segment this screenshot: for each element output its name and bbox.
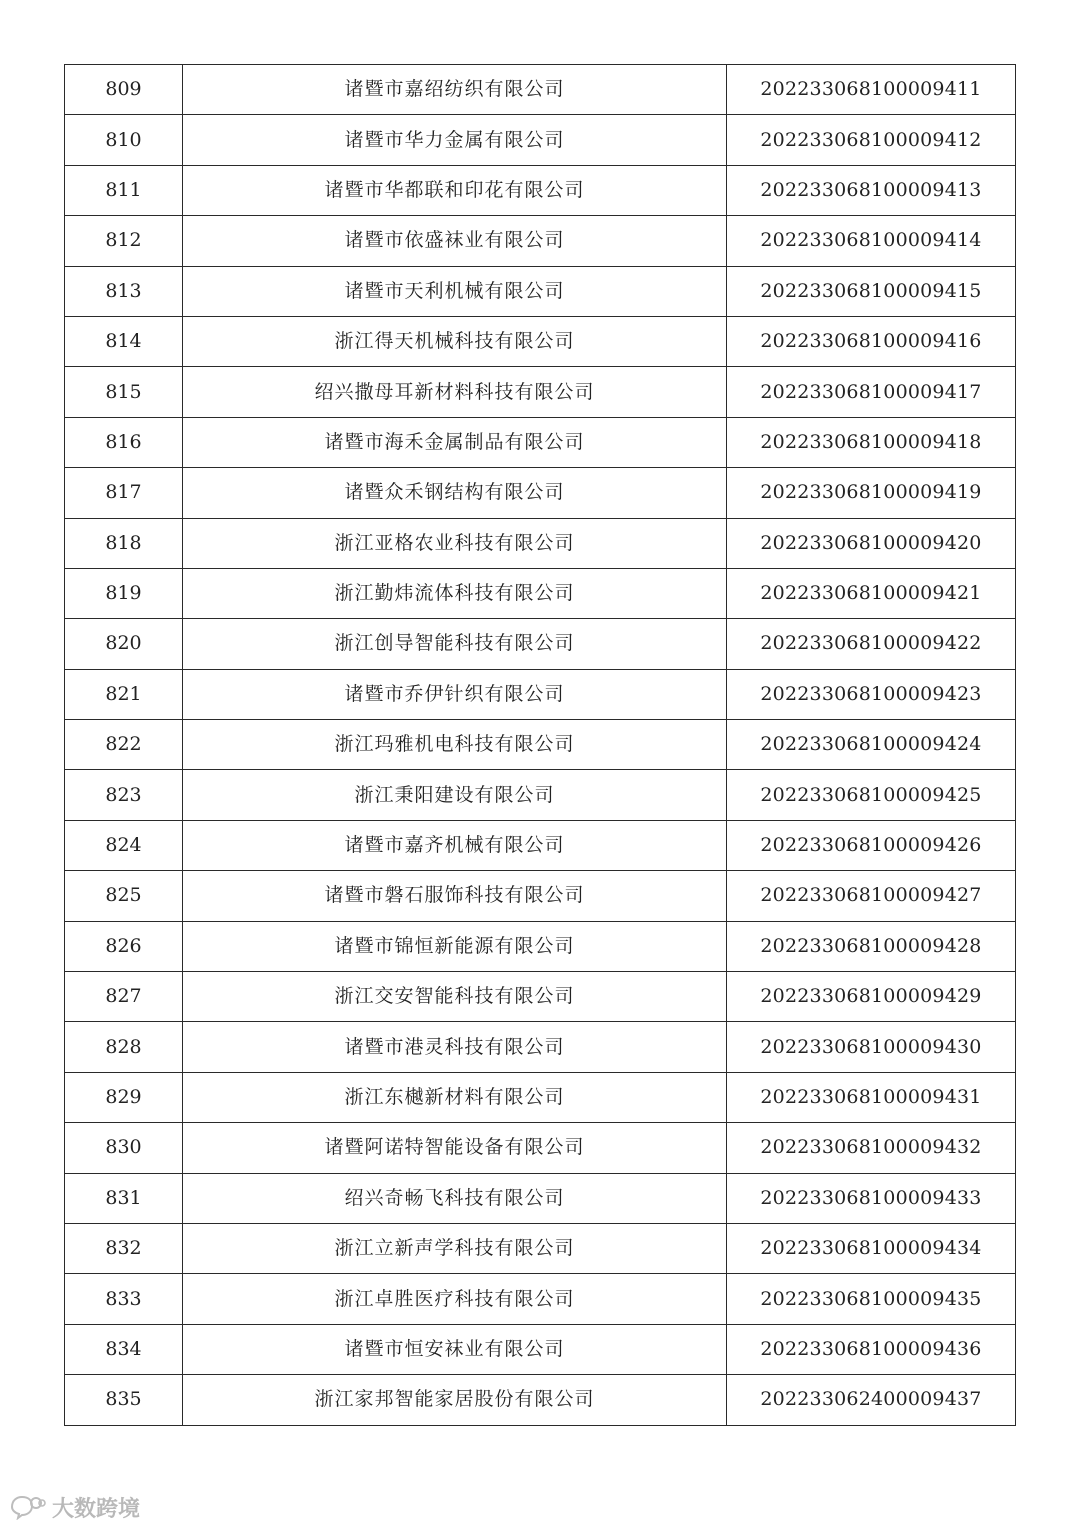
row-index-cell: 811 [65,165,183,215]
company-roster-table [64,64,1016,1426]
table-row [65,1123,1016,1173]
company-name-cell: 浙江家邦智能家居股份有限公司 [183,1375,727,1425]
registration-code-cell: 202233068100009428 [727,921,1016,971]
row-index-cell: 831 [65,1173,183,1223]
company-name-cell: 诸暨市天利机械有限公司 [183,266,727,316]
registration-code-cell: 202233062400009437 [727,1375,1016,1425]
company-name-cell: 诸暨众禾钢结构有限公司 [183,468,727,518]
company-name-cell: 浙江勤炜流体科技有限公司 [183,568,727,618]
table-row [65,669,1016,719]
row-index-cell: 830 [65,1123,183,1173]
row-index-cell: 809 [65,65,183,115]
company-name-cell: 诸暨市恒安袜业有限公司 [183,1324,727,1374]
row-index-cell: 813 [65,266,183,316]
table-row [65,1022,1016,1072]
table-row [65,367,1016,417]
company-name-cell: 浙江卓胜医疗科技有限公司 [183,1274,727,1324]
company-name-cell: 浙江东樾新材料有限公司 [183,1072,727,1122]
table-row [65,1223,1016,1273]
company-name-cell: 绍兴撒母耳新材料科技有限公司 [183,367,727,417]
registration-code-cell: 202233068100009418 [727,417,1016,467]
registration-code-cell: 202233068100009413 [727,165,1016,215]
table-row [65,65,1016,115]
watermark [8,1492,140,1522]
table-row [65,115,1016,165]
registration-code-cell: 202233068100009419 [727,468,1016,518]
registration-code-cell: 202233068100009429 [727,972,1016,1022]
roster-body [65,65,1016,1426]
table-row [65,1375,1016,1425]
table-row [65,871,1016,921]
row-index-cell: 835 [65,1375,183,1425]
registration-code-cell: 202233068100009417 [727,367,1016,417]
table-row [65,972,1016,1022]
company-name-cell: 诸暨市华力金属有限公司 [183,115,727,165]
table-row [65,1274,1016,1324]
company-name-cell: 诸暨市嘉绍纺织有限公司 [183,65,727,115]
company-name-cell: 浙江创导智能科技有限公司 [183,619,727,669]
row-index-cell: 832 [65,1223,183,1273]
row-index-cell: 827 [65,972,183,1022]
registration-code-cell: 202233068100009435 [727,1274,1016,1324]
registration-code-cell: 202233068100009422 [727,619,1016,669]
table-row [65,518,1016,568]
registration-code-cell: 202233068100009427 [727,871,1016,921]
row-index-cell: 815 [65,367,183,417]
registration-code-cell: 202233068100009434 [727,1223,1016,1273]
table-row [65,1072,1016,1122]
table-row [65,1324,1016,1374]
company-name-cell: 诸暨市乔伊针织有限公司 [183,669,727,719]
company-name-cell: 诸暨市锦恒新能源有限公司 [183,921,727,971]
table-row [65,820,1016,870]
company-name-cell: 浙江玛雅机电科技有限公司 [183,720,727,770]
row-index-cell: 821 [65,669,183,719]
company-name-cell: 浙江秉阳建设有限公司 [183,770,727,820]
registration-code-cell: 202233068100009412 [727,115,1016,165]
watermark-text: 大数跨境 [52,1496,141,1522]
company-name-cell: 诸暨市华都联和印花有限公司 [183,165,727,215]
row-index-cell: 833 [65,1274,183,1324]
registration-code-cell: 202233068100009416 [727,316,1016,366]
registration-code-cell: 202233068100009432 [727,1123,1016,1173]
registration-code-cell: 202233068100009414 [727,216,1016,266]
registration-code-cell: 202233068100009431 [727,1072,1016,1122]
table-row [65,568,1016,618]
row-index-cell: 822 [65,720,183,770]
row-index-cell: 812 [65,216,183,266]
row-index-cell: 810 [65,115,183,165]
row-index-cell: 823 [65,770,183,820]
registration-code-cell: 202233068100009420 [727,518,1016,568]
table-row [65,316,1016,366]
row-index-cell: 816 [65,417,183,467]
row-index-cell: 820 [65,619,183,669]
company-name-cell: 浙江立新声学科技有限公司 [183,1223,727,1273]
row-index-cell: 819 [65,568,183,618]
registration-code-cell: 202233068100009411 [727,65,1016,115]
speech-bubble-logo-icon [8,1494,46,1520]
registration-code-cell: 202233068100009436 [727,1324,1016,1374]
registration-code-cell: 202233068100009430 [727,1022,1016,1072]
company-name-cell: 浙江得天机械科技有限公司 [183,316,727,366]
row-index-cell: 834 [65,1324,183,1374]
row-index-cell: 818 [65,518,183,568]
company-name-cell: 诸暨市海禾金属制品有限公司 [183,417,727,467]
table-row [65,1173,1016,1223]
row-index-cell: 824 [65,820,183,870]
row-index-cell: 829 [65,1072,183,1122]
registration-code-cell: 202233068100009433 [727,1173,1016,1223]
table-row [65,770,1016,820]
company-name-cell: 诸暨市磐石服饰科技有限公司 [183,871,727,921]
company-name-cell: 浙江交安智能科技有限公司 [183,972,727,1022]
registration-code-cell: 202233068100009423 [727,669,1016,719]
table-row [65,417,1016,467]
row-index-cell: 828 [65,1022,183,1072]
company-name-cell: 诸暨市港灵科技有限公司 [183,1022,727,1072]
company-name-cell: 诸暨市依盛袜业有限公司 [183,216,727,266]
company-name-cell: 浙江亚格农业科技有限公司 [183,518,727,568]
registration-code-cell: 202233068100009415 [727,266,1016,316]
table-row [65,921,1016,971]
company-name-cell: 绍兴奇畅飞科技有限公司 [183,1173,727,1223]
row-index-cell: 826 [65,921,183,971]
registration-code-cell: 202233068100009425 [727,770,1016,820]
table-row [65,266,1016,316]
registration-code-cell: 202233068100009426 [727,820,1016,870]
table-row [65,165,1016,215]
row-index-cell: 817 [65,468,183,518]
company-name-cell: 诸暨阿诺特智能设备有限公司 [183,1123,727,1173]
table-row [65,619,1016,669]
table-row [65,468,1016,518]
row-index-cell: 814 [65,316,183,366]
registration-code-cell: 202233068100009424 [727,720,1016,770]
table-row [65,720,1016,770]
row-index-cell: 825 [65,871,183,921]
registration-code-cell: 202233068100009421 [727,568,1016,618]
table-row [65,216,1016,266]
company-name-cell: 诸暨市嘉齐机械有限公司 [183,820,727,870]
